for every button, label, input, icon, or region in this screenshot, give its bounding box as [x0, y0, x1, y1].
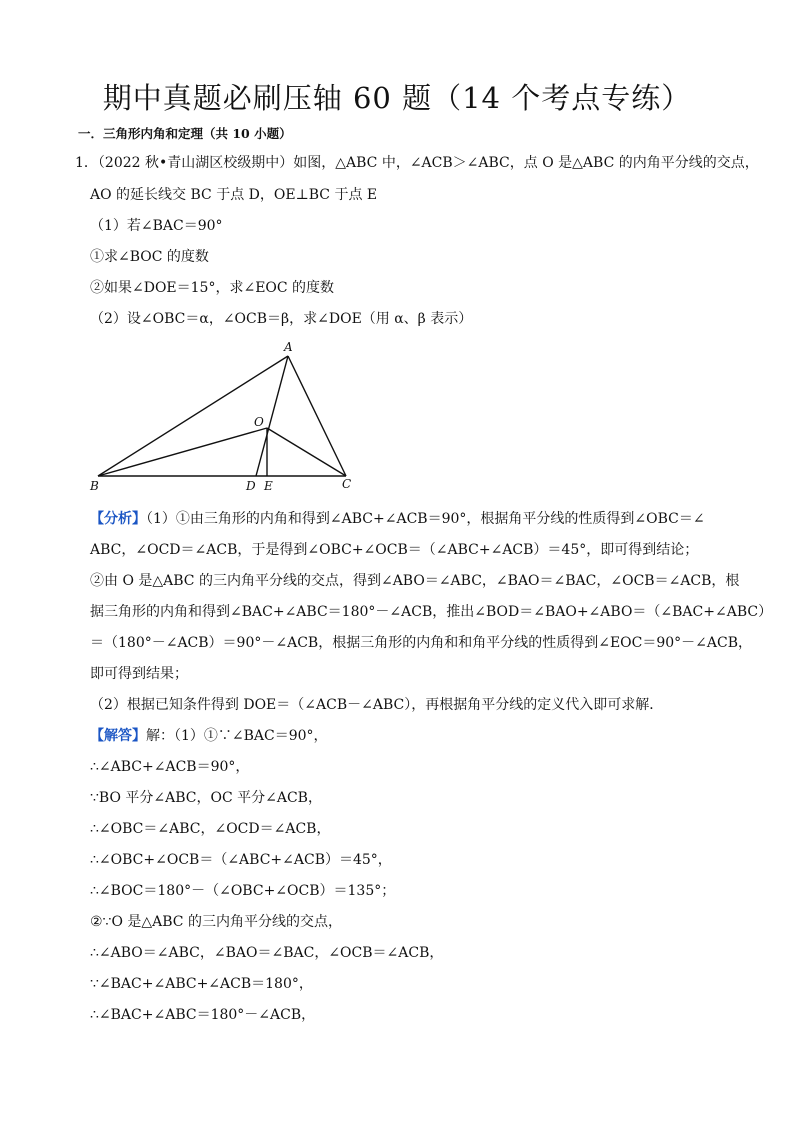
question-line: （2）设∠OBC＝α，∠OCB＝β，求∠DOE（用 α、β 表示） [90, 311, 473, 327]
section-heading: 一．三角形内角和定理（共 10 小题） [78, 126, 292, 141]
answer-line: ∵BO 平分∠ABC，OC 平分∠ACB， [90, 790, 322, 806]
answer-line: ∴∠BAC+∠ABC＝180°－∠ACB， [90, 1007, 316, 1023]
answer-line: ②∵O 是△ABC 的三内角平分线的交点， [90, 914, 342, 930]
question-line: （1）若∠BAC＝90° [90, 218, 223, 234]
answer-line: ∴∠OBC+∠OCB＝（∠ABC+∠ACB）＝45°， [90, 852, 392, 868]
analysis-line: 即可得到结果； [90, 666, 188, 682]
question-line: 1．（2022 秋•青山湖区校级期中）如图，△ABC 中，∠ACB＞∠ABC，点 O 是△ABC 的内角平分线的交点， [75, 155, 759, 171]
analysis-line: ABC，∠OCD＝∠ACB，于是得到∠OBC+∠OCB＝（∠ABC+∠ACB）＝45°，即可得到结论； [90, 542, 699, 558]
answer-line: ∴∠BOC＝180°－（∠OBC+∠OCB）＝135°； [90, 883, 396, 899]
answer-line: ∴∠OBC＝∠ABC，∠OCD＝∠ACB， [90, 821, 331, 837]
analysis-line [90, 508, 705, 528]
question-line: ②如果∠DOE＝15°，求∠EOC 的度数 [90, 280, 335, 296]
analysis-line: （2）根据已知条件得到 DOE＝（∠ACB－∠ABC），再根据角平分线的定义代入即可求解． [90, 697, 664, 713]
label-B: B [90, 479, 99, 493]
question-line: AO 的延长线交 BC 于点 D，OE⊥BC 于点 E [90, 187, 378, 203]
answer-tag: 【解答】 [90, 728, 146, 744]
answer-line: ∵∠BAC+∠ABC+∠ACB＝180°， [90, 976, 313, 992]
answer-text: 解：（1）①∵∠BAC＝90°， [146, 728, 328, 744]
answer-line: ∴∠ABO＝∠ABC，∠BAO＝∠BAC，∠OCB＝∠ACB， [90, 945, 444, 961]
label-A: A [284, 340, 293, 354]
analysis-line: 据三角形的内角和得到∠BAC+∠ABC＝180°－∠ACB，推出∠BOD＝∠BAO+∠ABO＝（∠BAC+∠ABC） [90, 604, 773, 620]
answer-line: ∴∠ABC+∠ACB＝90°， [90, 759, 250, 775]
analysis-text: （1）①由三角形的内角和得到∠ABC+∠ACB＝90°，根据角平分线的性质得到∠OBC＝∠ [146, 511, 705, 527]
answer-line [90, 725, 328, 745]
analysis-tag: 【分析】 [90, 511, 146, 527]
triangle-diagram [84, 340, 374, 500]
label-O: O [254, 415, 264, 429]
analysis-line: ②由 O 是△ABC 的三内角平分线的交点，得到∠ABO＝∠ABC，∠BAO＝∠BAC，∠OCB＝∠ACB，根 [90, 573, 740, 589]
page-title: 期中真题必刷压轴 60 题（14 个考点专练） [102, 81, 692, 115]
label-C: C [342, 477, 352, 491]
analysis-line: ＝（180°－∠ACB）＝90°－∠ACB，根据三角形的内角和和角平分线的性质得到∠EOC＝90°－∠ACB， [90, 635, 753, 651]
label-E: E [264, 479, 273, 493]
question-line: ①求∠BOC 的度数 [90, 249, 209, 265]
label-D: D [246, 479, 256, 493]
